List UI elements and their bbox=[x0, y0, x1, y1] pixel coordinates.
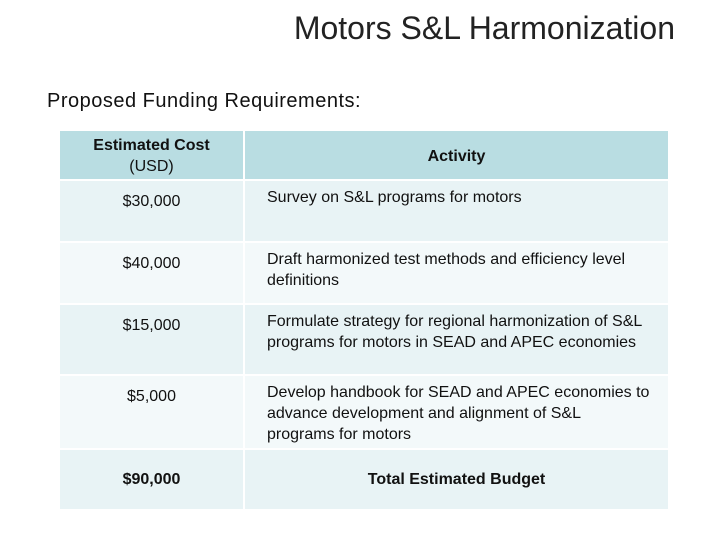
header-cost bbox=[60, 131, 245, 181]
row-3-activity: Formulate strategy for regional harmonization of S&L programs for motors in SEAD and APEC economies bbox=[245, 305, 670, 376]
funding-table bbox=[60, 131, 670, 511]
header-cost-unit: (USD) bbox=[129, 158, 174, 175]
row-4-cost: $5,000 bbox=[60, 376, 245, 450]
row-2-cost: $40,000 bbox=[60, 243, 245, 305]
header-cost-label: Estimated Cost bbox=[93, 137, 210, 154]
total-cost: $90,000 bbox=[60, 450, 245, 511]
row-1-cost: $30,000 bbox=[60, 181, 245, 243]
slide-subtitle: Proposed Funding Requirements: bbox=[47, 90, 362, 112]
row-4-activity: Develop handbook for SEAD and APEC economies to advance development and alignment of S&L programs for motors bbox=[245, 376, 670, 450]
row-2-activity: Draft harmonized test methods and efficiency level definitions bbox=[245, 243, 670, 305]
row-1-activity: Survey on S&L programs for motors bbox=[245, 181, 670, 243]
total-label: Total Estimated Budget bbox=[245, 450, 670, 511]
slide-title: Motors S&L Harmonization bbox=[293, 10, 675, 46]
header-activity: Activity bbox=[245, 131, 670, 181]
row-3-cost: $15,000 bbox=[60, 305, 245, 376]
